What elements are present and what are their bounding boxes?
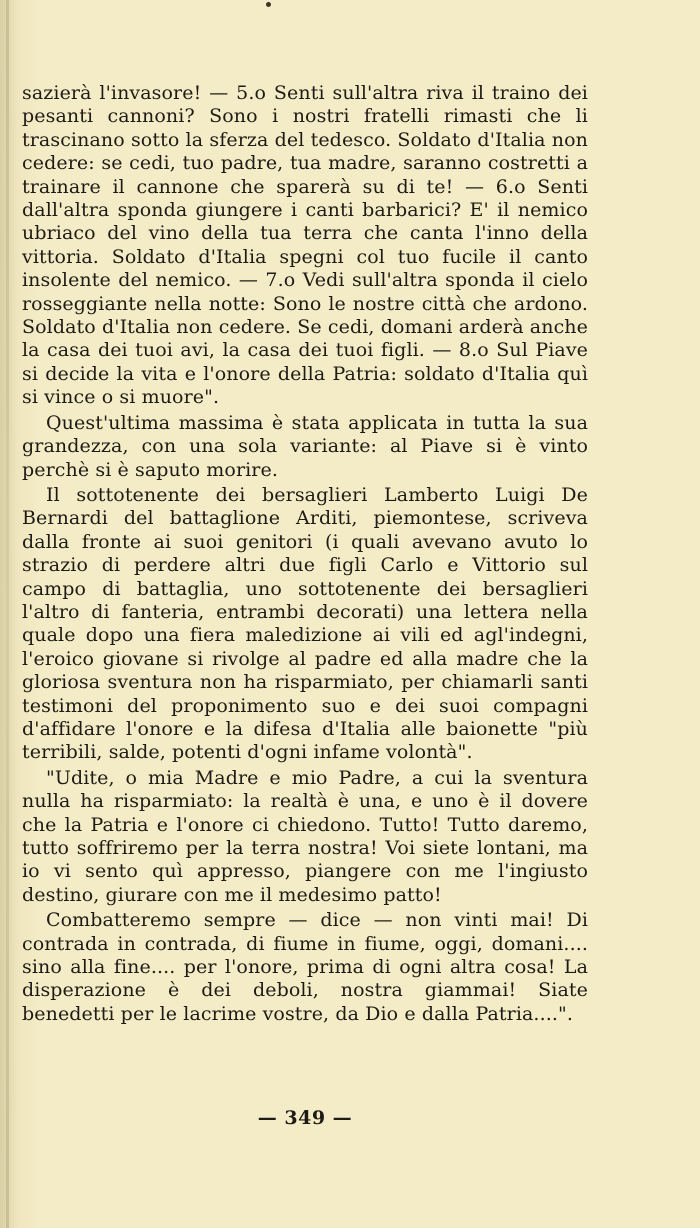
ink-speck bbox=[266, 2, 271, 7]
body-text bbox=[22, 82, 588, 1028]
paragraph-3: Il sottotenente dei bersaglieri Lamberto Luigi De Bernardi del battaglione Arditi, piemontese, scriveva dalla fronte ai suoi genitori (i quali avevano avuto lo strazio di perdere altri due figli Carlo e Vittorio sul campo di battaglia, uno sottotenente dei bersaglieri l'altro di fanteria, entrambi decorati) una lettera nella quale dopo una fiera maledizione ai vili ed agl'indegni, l'eroico giovane si rivolge al padre ed alla madre che la gloriosa sventura non ha risparmiato, per chiamarli santi testimoni del proponimento suo e dei suoi compagni d'affidare l'onore e la difesa d'Italia alle baionette "più terribili, salde, potenti d'ogni infame volontà". bbox=[22, 483, 588, 764]
paragraph-4: "Udite, o mia Madre e mio Padre, a cui la sventura nulla ha risparmiato: la realtà è una, e uno è il dovere che la Patria e l'onore ci chiedono. Tutto! Tutto daremo, tutto soffriremo per la terra nostra! Voi siete lontani, ma io vi sento quì appresso, piangere con me l'ingiusto destino, giurare con me il medesimo patto! bbox=[22, 766, 588, 906]
paragraph-2: Quest'ultima massima è stata applicata in tutta la sua grandezza, con una sola variante: al Piave si è vinto perchè si è saputo morire. bbox=[22, 411, 588, 481]
paragraph-5: Combatteremo sempre — dice — non vinti mai! Di contrada in contrada, di fiume in fiume, oggi, domani.... sino alla fine.... per l'onore, prima di ogni altra cosa! La disperazione è dei deboli, nostra giammai! Siate benedetti per le lacrime vostre, da Dio e dalla Patria....". bbox=[22, 909, 588, 1025]
binding-edge bbox=[6, 0, 9, 1228]
page-number: — 349 — bbox=[257, 1107, 353, 1129]
paragraph-1: sazierà l'invasore! — 5.o Senti sull'altra riva il traino dei pesanti cannoni? Sono i nostri fratelli rimasti che li trascinano sotto la sferza del tedesco. Soldato d'Italia non cedere: se cedi, tuo padre, tua madre, saranno costretti a trainare il cannone che sparerà su di te! — 6.o Senti dall'altra sponda giungere i canti barbarici? E' il nemico ubriaco del vino della tua terra che canta l'inno della vittoria. Soldato d'Italia spegni col tuo fucile il canto insolente del nemico. — 7.o Vedi sull'altra sponda il cielo rosseggiante nella notte: Sono le nostre città che ardono. Soldato d'Italia non cedere. Se cedi, domani arderà anche la casa dei tuoi avi, la casa dei tuoi figli. — 8.o Sul Piave si decide la vita e l'onore della Patria: soldato d'Italia quì si vince o si muore". bbox=[22, 82, 588, 409]
